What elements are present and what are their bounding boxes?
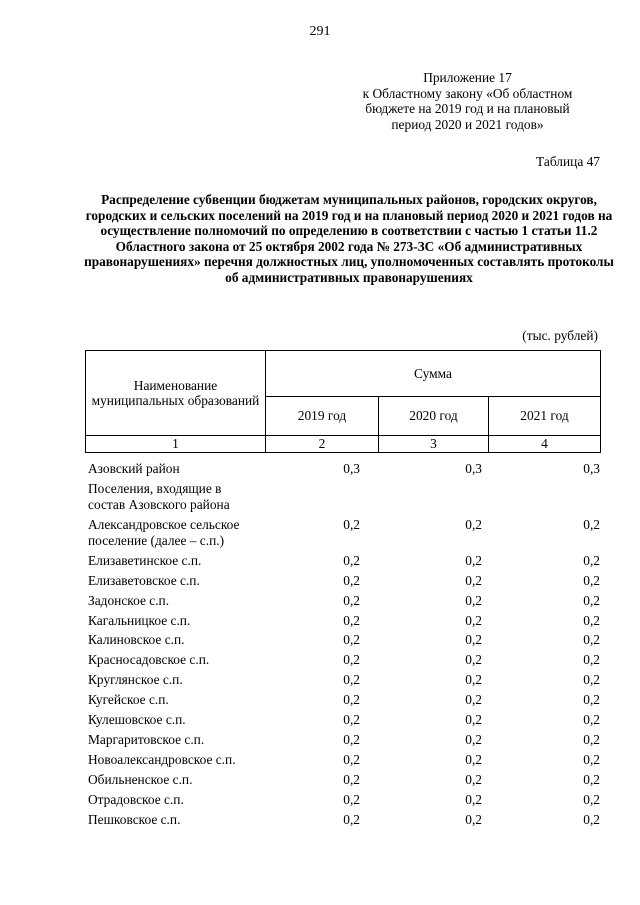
value-2019: 0,2: [343, 552, 360, 568]
municipality-name: Кулешовское с.п.: [88, 712, 186, 728]
table-number: Таблица 47: [536, 154, 600, 169]
municipality-name: Елизаветинское с.п.: [88, 552, 202, 568]
value-2019: 0,2: [343, 516, 360, 532]
value-2020: 0,2: [465, 732, 482, 748]
value-2020: 0,2: [465, 516, 482, 532]
municipality-name: Пешковское с.п.: [88, 812, 181, 828]
appendix-line-4: период 2020 и 2021 годов»: [391, 116, 544, 132]
table-row: [85, 553, 600, 569]
value-2019: 0,2: [343, 632, 360, 648]
value-2021: 0,2: [583, 712, 600, 728]
value-2020: 0,2: [465, 612, 482, 628]
table-row: [85, 461, 600, 477]
value-2019: 0,2: [343, 712, 360, 728]
value-2019: 0,2: [343, 572, 360, 588]
table-body: [85, 461, 600, 832]
municipality-name: Александровское сельское поселение (далее – с.п.): [88, 516, 240, 548]
table-row: [85, 772, 600, 788]
value-2021: 0,2: [583, 812, 600, 828]
value-2020: 0,2: [465, 572, 482, 588]
table-header: [85, 350, 601, 453]
value-2021: 0,2: [583, 772, 600, 788]
appendix-line-2: к Областному закону «Об областном: [362, 85, 573, 101]
value-2019: 0,2: [343, 652, 360, 668]
municipality-name: Калиновское с.п.: [88, 632, 185, 648]
value-2019: 0,2: [343, 772, 360, 788]
table-row: [85, 812, 600, 828]
table-row: [85, 517, 600, 549]
column-number-3: 3: [379, 436, 489, 453]
table-row: [85, 632, 600, 648]
value-2021: 0,2: [583, 572, 600, 588]
value-2021: 0,2: [583, 516, 600, 532]
value-2019: 0,2: [343, 692, 360, 708]
municipality-name: Азовский район: [88, 461, 180, 476]
table-row: [85, 672, 600, 688]
table-row: [85, 573, 600, 589]
municipality-name: Поселения, входящие в состав Азовского района: [88, 480, 230, 512]
table-row: [85, 712, 600, 728]
value-2020: 0,2: [465, 772, 482, 788]
value-2019: 0,2: [343, 752, 360, 768]
header-year-2019: 2019 год: [266, 396, 379, 435]
value-2019: 0,2: [343, 792, 360, 808]
header-year-2020: 2020 год: [379, 396, 489, 435]
value-2020: 0,2: [465, 812, 482, 828]
municipality-name: Кугейское с.п.: [88, 692, 169, 708]
table-row: [85, 732, 600, 748]
value-2021: 0,2: [583, 672, 600, 688]
municipality-name: Задонское с.п.: [88, 592, 170, 608]
value-2020: 0,2: [465, 652, 482, 668]
table-row: [85, 692, 600, 708]
value-2019: 0,2: [343, 672, 360, 688]
column-number-2: 2: [266, 436, 379, 453]
value-2021: 0,2: [583, 592, 600, 608]
value-2019: 0,3: [343, 461, 360, 476]
header-year-2021: 2021 год: [489, 396, 601, 435]
value-2021: 0,2: [583, 692, 600, 708]
table-row: [85, 481, 600, 513]
municipality-name: Отрадовское с.п.: [88, 792, 184, 808]
value-2021: 0,2: [583, 732, 600, 748]
page-number: 291: [309, 24, 331, 39]
value-2020: 0,2: [465, 712, 482, 728]
value-2019: 0,2: [343, 592, 360, 608]
municipality-name: Маргаритовское с.п.: [88, 732, 205, 748]
table-row: [85, 593, 600, 609]
value-2021: 0,2: [583, 632, 600, 648]
value-2021: 0,2: [583, 652, 600, 668]
column-number-4: 4: [489, 436, 601, 453]
municipality-name: Новоалександровское с.п.: [88, 752, 236, 768]
appendix-line-1: Приложение 17: [423, 70, 512, 85]
value-2019: 0,2: [343, 612, 360, 628]
value-2020: 0,3: [465, 461, 482, 476]
value-2021: 0,3: [583, 461, 600, 476]
value-2020: 0,2: [465, 632, 482, 648]
municipality-name: Красносадовское с.п.: [88, 652, 210, 668]
document-title: Распределение субвенции бюджетам муниципальных районов, городских округов, городских и сельских поселений на 2019 год и на плановый период 2020 и 2021 годов на осуществление полномочий по определению в соответствии с частью 1 статьи 11.2 Областного закона от 25 октября 2002 года № 273-ЗС «Об административных правонарушениях» перечня должностных лиц, уполномоченных составлять протоколы об административных правонарушениях: [84, 192, 614, 285]
value-2020: 0,2: [465, 752, 482, 768]
value-2019: 0,2: [343, 812, 360, 828]
value-2020: 0,2: [465, 672, 482, 688]
municipality-name: Елизаветовское с.п.: [88, 572, 200, 588]
value-2020: 0,2: [465, 592, 482, 608]
municipality-name: Обильненское с.п.: [88, 772, 193, 788]
value-2020: 0,2: [465, 692, 482, 708]
value-2021: 0,2: [583, 552, 600, 568]
table-row: [85, 652, 600, 668]
value-2019: 0,2: [343, 732, 360, 748]
header-name: Наименование муниципальных образований: [86, 351, 266, 436]
units-label: (тыс. рублей): [522, 328, 598, 343]
value-2020: 0,2: [465, 552, 482, 568]
appendix-reference: [330, 70, 605, 132]
value-2021: 0,2: [583, 612, 600, 628]
table-row: [85, 792, 600, 808]
value-2020: 0,2: [465, 792, 482, 808]
header-sum: Сумма: [266, 351, 601, 397]
column-number-1: 1: [86, 436, 266, 453]
appendix-line-3: бюджете на 2019 год и на плановый: [365, 101, 570, 116]
value-2021: 0,2: [583, 752, 600, 768]
table-row: [85, 613, 600, 629]
municipality-name: Круглянское с.п.: [88, 672, 183, 688]
table-row: [85, 752, 600, 768]
value-2021: 0,2: [583, 792, 600, 808]
municipality-name: Кагальницкое с.п.: [88, 612, 191, 628]
